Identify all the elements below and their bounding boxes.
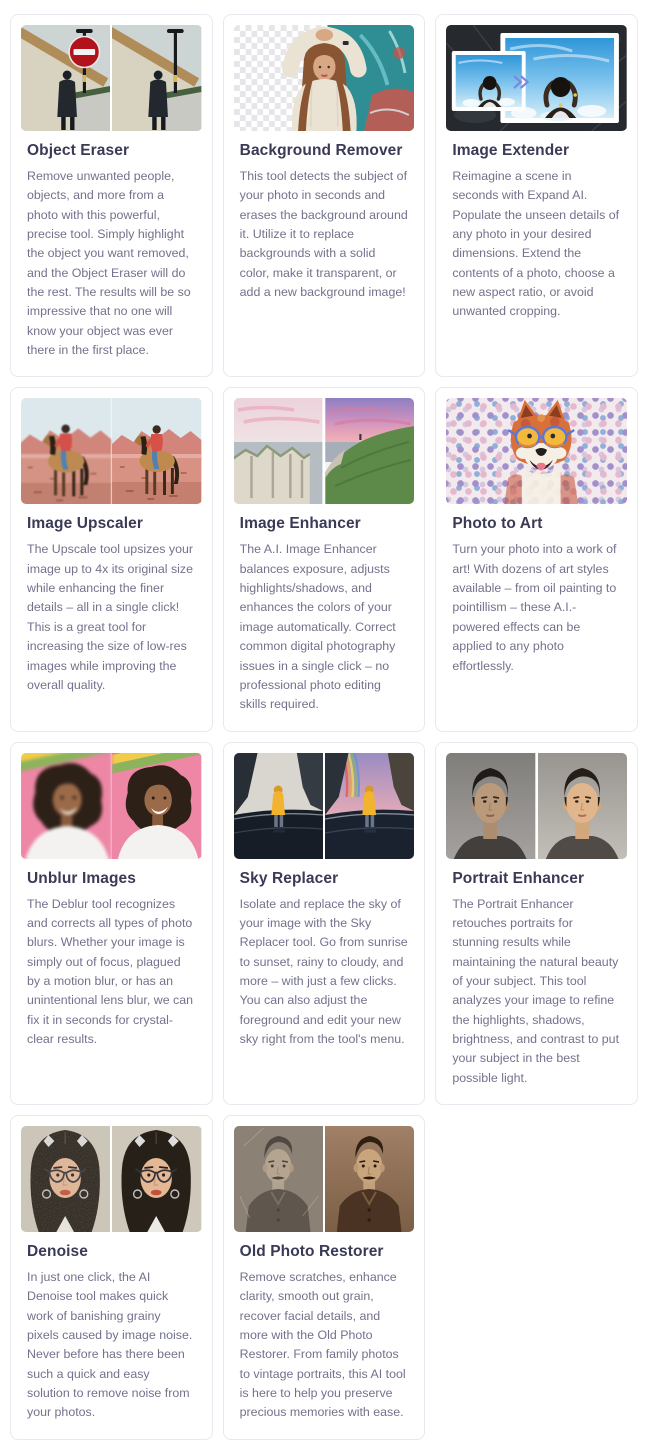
sky-replacer-before-after-image: [234, 753, 415, 859]
portrait-enhancer-after-image: [538, 753, 627, 859]
card-description: Reimagine a scene in seconds with Expand AI. Populate the unseen details of any photo in your desired dimensions. Extend the contents of a photo, choose a new aspect ratio, or avoid unwanted cropping.: [452, 169, 620, 319]
unblur-before-after-image: [21, 753, 202, 859]
card-title: Sky Replacer: [239, 869, 339, 887]
card-sky-replacer[interactable]: [223, 742, 426, 1105]
portrait-enhancer-before-image: [446, 753, 535, 859]
background-remover-photo: [234, 25, 415, 131]
card-description: The Upscale tool upsizes your image up to 4x its original size while enhancing the finer details – all in a single click! This is a great tool for increasing the size of low-res images while improving the overall quality.: [27, 542, 193, 692]
sky-replacer-before-image: [234, 753, 323, 859]
card-photo-to-art[interactable]: [435, 387, 638, 731]
card-title: Denoise: [27, 1242, 88, 1260]
unblur-after-image: [112, 753, 201, 859]
card-title: Background Remover: [239, 142, 403, 159]
denoise-before-after-image: [21, 1126, 202, 1232]
card-title: Portrait Enhancer: [452, 869, 585, 887]
card-title: Image Extender: [452, 142, 570, 159]
card-title: Unblur Images: [27, 869, 136, 887]
unblur-before-image: [21, 753, 113, 859]
card-description: This tool detects the subject of your photo in seconds and erases the background around it. Utilize it to replace backgrounds with a solid color, make it transparent, or add a new background image!: [239, 169, 408, 300]
card-description: Isolate and replace the sky of your image with the Sky Replacer tool. Go from sunrise to sunset, rainy to cloudy, and more – with just a few clicks. You can also adjust the foreground and edit your new sky right from the tool's menu.: [239, 896, 408, 1046]
image-extender-image: [446, 25, 627, 131]
image-upscaler-after-image: [112, 398, 201, 504]
sky-replacer-after-image: [325, 753, 414, 859]
card-image-upscaler[interactable]: [10, 387, 213, 731]
card-description: The Portrait Enhancer retouches portraits for stunning results while maintaining the natural beauty of your subject. This tool analyzes your image to refine the highlights, shadows, brightness, and contrast to put your subject in the best possible light.: [452, 896, 620, 1085]
image-enhancer-image: [234, 398, 415, 504]
card-denoise[interactable]: [10, 1115, 213, 1440]
card-background-remover[interactable]: [223, 14, 426, 377]
image-upscaler-before-after-image: [21, 398, 202, 504]
photo-to-art-image: [446, 398, 627, 504]
card-title: Object Eraser: [27, 142, 130, 159]
object-eraser-after-image: [112, 25, 201, 131]
card-unblur-images[interactable]: [10, 742, 213, 1105]
object-eraser-before-after-image: [21, 25, 202, 131]
card-description: The Deblur tool recognizes and corrects all types of photo blurs. Whether your image is simply out of focus, plagued by a motion blur, or has an unintentional lens blur, we can fix it in seconds for crystal-clear results.: [27, 896, 194, 1046]
card-portrait-enhancer[interactable]: [435, 742, 638, 1105]
old-photo-restorer-before-after-image: [234, 1126, 415, 1232]
card-object-eraser[interactable]: [10, 14, 213, 377]
card-image-extender[interactable]: [435, 14, 638, 377]
card-old-photo-restorer[interactable]: [223, 1115, 426, 1440]
photo-to-art-pointillism-dog: [446, 398, 627, 504]
image-enhancer-split-photo: [234, 398, 415, 504]
card-description: The A.I. Image Enhancer balances exposure, adjusts highlights/shadows, and enhances the colors of your image automatically. Correct common digital photography issues in a single click – no professional photo editing skills required.: [239, 542, 396, 712]
card-title: Image Upscaler: [27, 515, 143, 533]
object-eraser-before-image: [21, 25, 110, 131]
card-description: In just one click, the AI Denoise tool makes quick work of banishing grainy pixels caused by image noise. Never before has there been such a quick and easy solution to remove noise from your photos.: [27, 1269, 193, 1420]
old-photo-before-image: [234, 1126, 323, 1232]
card-description: Remove unwanted people, objects, and more from a photo with this powerful, precise tool. Simply highlight the object you want removed, and the Object Eraser will do the rest. The results will be so impressive that no one will know your object was ever there in the first place.: [27, 169, 191, 358]
card-description: Remove scratches, enhance clarity, smooth out grain, recover facial details, and more with the Old Photo Restorer. From family photos to vintage portraits, this AI tool is here to help you preserve precious memories with ease.: [239, 1269, 406, 1420]
portrait-enhancer-before-after-image: [446, 753, 627, 859]
image-extender-photo: [446, 25, 627, 131]
card-image-enhancer[interactable]: [223, 387, 426, 731]
card-title: Image Enhancer: [239, 515, 361, 533]
old-photo-after-image: [325, 1126, 414, 1232]
image-upscaler-before-image: [21, 398, 112, 504]
card-title: Old Photo Restorer: [239, 1242, 384, 1260]
denoise-before-image: [21, 1126, 110, 1232]
card-description: Turn your photo into a work of art! With dozens of art styles available – from oil painting to pointillism – these A.I.-powered effects can be applied to any photo effortlessly.: [452, 542, 617, 673]
card-title: Photo to Art: [452, 515, 543, 533]
background-remover-image: [234, 25, 415, 131]
denoise-after-image: [112, 1126, 201, 1232]
